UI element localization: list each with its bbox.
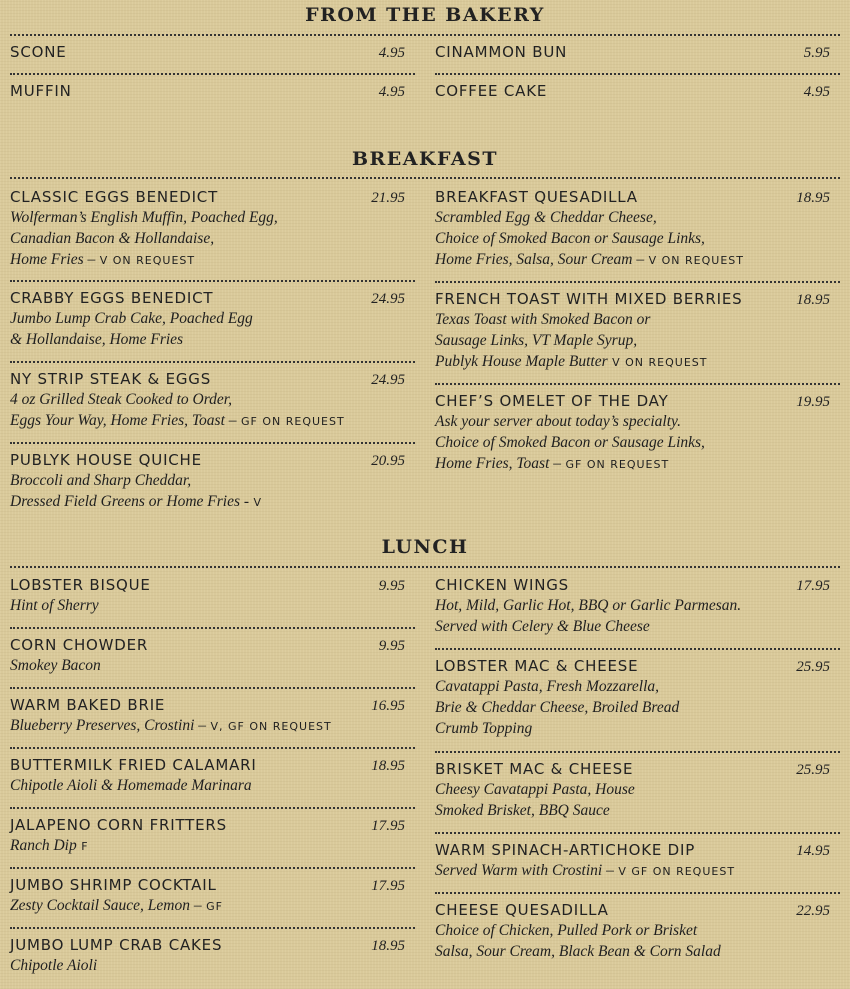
menu-item [435, 650, 840, 753]
item-description-text: Texas Toast with Smoked Bacon or [435, 311, 651, 328]
item-description [435, 595, 840, 616]
item-description-text: Salsa, Sour Cream, Black Bean & Corn Salad [435, 943, 721, 960]
menu-item [10, 282, 415, 363]
item-description-text: Home Fries, Toast – [435, 455, 562, 472]
dietary-note: V GF ON REQUEST [613, 865, 736, 878]
item-description [10, 308, 415, 329]
item-description-text: Eggs Your Way, Home Fries, Toast – [10, 412, 237, 429]
item-description [435, 207, 840, 228]
item-name: CINAMMON BUN [435, 43, 568, 61]
item-description-text: Blueberry Preserves, Crostini – [10, 717, 207, 734]
dietary-note: V ON REQUEST [607, 356, 708, 369]
bakery-left-column [10, 36, 415, 114]
item-description [435, 228, 840, 249]
item-price: 9.95 [378, 578, 405, 594]
item-description-text: Crumb Topping [435, 720, 533, 737]
item-price: 17.95 [371, 878, 405, 894]
item-description-text: Jumbo Lump Crab Cake, Poached Egg [10, 310, 253, 327]
item-price: 24.95 [371, 372, 405, 388]
item-description-text: Home Fries – [10, 251, 96, 268]
item-description-text: Choice of Smoked Bacon or Sausage Links, [435, 230, 705, 247]
item-description [435, 309, 840, 330]
menu-item [10, 363, 415, 444]
item-price: 20.95 [371, 453, 405, 469]
item-description [10, 329, 415, 350]
item-description [435, 697, 840, 718]
item-description [435, 453, 840, 475]
item-description [435, 330, 840, 351]
item-description-text: Choice of Chicken, Pulled Pork or Brisket [435, 922, 698, 939]
item-name: BREAKFAST QUESADILLA [435, 188, 638, 206]
item-description [435, 411, 840, 432]
item-name: JALAPENO CORN FRITTERS [10, 816, 227, 834]
dietary-note: V ON REQUEST [95, 254, 196, 267]
dietary-note: GF ON REQUEST [236, 415, 345, 428]
item-price: 4.95 [378, 45, 405, 61]
item-price: 18.95 [796, 292, 830, 308]
item-description-text: & Hollandaise, Home Fries [10, 331, 184, 348]
section-title-breakfast: BREAKFAST [351, 148, 499, 170]
item-description-text: Sausage Links, VT Maple Syrup, [435, 332, 638, 349]
menu-item [435, 75, 840, 114]
item-description-text: Cheesy Cavatappi Pasta, House [435, 781, 635, 798]
menu-item [435, 894, 840, 975]
item-description [435, 800, 840, 821]
section-title-bakery: FROM THE BAKERY [305, 4, 545, 26]
item-name: PUBLYK HOUSE QUICHE [10, 451, 202, 469]
menu-item [10, 929, 415, 989]
item-name: FRENCH TOAST WITH MIXED BERRIES [435, 290, 743, 308]
item-price: 17.95 [796, 578, 830, 594]
menu-item [10, 444, 415, 524]
item-price: 16.95 [371, 698, 405, 714]
item-description [435, 779, 840, 800]
section-title-lunch: LUNCH [381, 536, 469, 558]
menu-item [435, 181, 840, 283]
item-description [435, 616, 840, 637]
item-description [10, 410, 415, 432]
item-description [10, 207, 415, 228]
menu-item [435, 283, 840, 385]
item-name: LOBSTER BISQUE [10, 576, 151, 594]
item-name: CLASSIC EGGS BENEDICT [10, 188, 219, 206]
item-price: 25.95 [796, 762, 830, 778]
item-description-text: Broccoli and Sharp Cheddar, [10, 472, 192, 489]
item-description [435, 860, 840, 882]
menu-item [10, 75, 415, 114]
item-description-text: Wolferman’s English Muffin, Poached Egg, [10, 209, 278, 226]
item-price: 9.95 [378, 638, 405, 654]
item-description [10, 955, 415, 976]
item-description-text: Served Warm with Crostini – [435, 862, 614, 879]
item-description [435, 941, 840, 962]
menu-item [10, 181, 415, 282]
item-description-text: Smoked Brisket, BBQ Sauce [435, 802, 610, 819]
menu-item [10, 869, 415, 929]
item-description [435, 718, 840, 739]
item-price: 14.95 [796, 843, 830, 859]
section-rule [10, 177, 840, 179]
item-price: 21.95 [371, 190, 405, 206]
dietary-note: GF ON REQUEST [561, 458, 670, 471]
dietary-note: V [249, 496, 263, 509]
item-description [10, 595, 415, 616]
item-description-text: Ranch Dip [10, 837, 77, 854]
item-description [10, 715, 415, 737]
breakfast-left-column [10, 181, 415, 524]
menu-item [435, 385, 840, 487]
item-description-text: Choice of Smoked Bacon or Sausage Links, [435, 434, 705, 451]
item-name: JUMBO LUMP CRAB CAKES [10, 936, 223, 954]
item-description [435, 920, 840, 941]
item-description [10, 895, 415, 917]
dietary-note: GF [201, 900, 223, 913]
menu-item [435, 36, 840, 75]
menu-item [10, 36, 415, 75]
item-description-text: Served with Celery & Blue Cheese [435, 618, 650, 635]
item-name: CRABBY EGGS BENEDICT [10, 289, 214, 307]
item-name: WARM SPINACH-ARTICHOKE DIP [435, 841, 696, 859]
item-description [435, 351, 840, 373]
item-price: 5.95 [803, 45, 830, 61]
item-description-text: Chipotle Aioli [10, 957, 98, 974]
breakfast-right-column [435, 181, 840, 487]
item-description-text: 4 oz Grilled Steak Cooked to Order, [10, 391, 232, 408]
menu-item [10, 749, 415, 809]
item-name: NY STRIP STEAK & EGGS [10, 370, 212, 388]
item-price: 22.95 [796, 903, 830, 919]
item-description [10, 835, 415, 857]
item-price: 18.95 [371, 938, 405, 954]
item-description [10, 655, 415, 676]
item-description [435, 432, 840, 453]
item-description-text: Hint of Sherry [10, 597, 99, 614]
item-description [10, 389, 415, 410]
item-name: WARM BAKED BRIE [10, 696, 166, 714]
item-description [10, 491, 415, 513]
item-description [10, 249, 415, 271]
item-name: BUTTERMILK FRIED CALAMARI [10, 756, 257, 774]
item-price: 19.95 [796, 394, 830, 410]
item-price: 18.95 [371, 758, 405, 774]
item-name: CHEF’S OMELET OF THE DAY [435, 392, 669, 410]
item-description-text: Cavatappi Pasta, Fresh Mozzarella, [435, 678, 660, 695]
menu-item [10, 809, 415, 869]
item-name: CHEESE QUESADILLA [435, 901, 609, 919]
bakery-right-column [435, 36, 840, 114]
item-description [10, 228, 415, 249]
item-description [435, 676, 840, 697]
lunch-right-column [435, 569, 840, 975]
item-description [10, 470, 415, 491]
menu-item [10, 689, 415, 749]
item-name: COFFEE CAKE [435, 82, 548, 100]
item-description-text: Brie & Cheddar Cheese, Broiled Bread [435, 699, 680, 716]
item-name: JUMBO SHRIMP COCKTAIL [10, 876, 217, 894]
dietary-note: V ON REQUEST [644, 254, 744, 267]
item-name: CORN CHOWDER [10, 636, 149, 654]
menu-item [10, 629, 415, 689]
item-price: 24.95 [371, 291, 405, 307]
menu-item [435, 834, 840, 894]
item-price: 4.95 [378, 84, 405, 100]
dietary-note: F [76, 840, 89, 853]
item-price: 4.95 [803, 84, 830, 100]
item-name: BRISKET MAC & CHEESE [435, 760, 634, 778]
item-description-text: Dressed Field Greens or Home Fries - [10, 493, 250, 510]
item-price: 18.95 [796, 190, 830, 206]
item-name: LOBSTER MAC & CHEESE [435, 657, 639, 675]
item-price: 25.95 [796, 659, 830, 675]
item-description-text: Chipotle Aioli & Homemade Marinara [10, 777, 252, 794]
item-description-text: Scrambled Egg & Cheddar Cheese, [435, 209, 657, 226]
item-description-text: Hot, Mild, Garlic Hot, BBQ or Garlic Parmesan. [435, 597, 742, 614]
item-description-text: Home Fries, Salsa, Sour Cream – [435, 251, 645, 268]
item-description-text: Publyk House Maple Butter [435, 353, 608, 370]
item-description [435, 249, 840, 271]
item-name: CHICKEN WINGS [435, 576, 569, 594]
item-description-text: Ask your server about today’s specialty. [435, 413, 681, 430]
item-description-text: Canadian Bacon & Hollandaise, [10, 230, 215, 247]
menu-item [10, 569, 415, 629]
item-description [10, 775, 415, 796]
item-name: MUFFIN [10, 82, 72, 100]
menu-item [435, 753, 840, 834]
item-price: 17.95 [371, 818, 405, 834]
menu-item [435, 569, 840, 650]
section-rule [10, 566, 840, 568]
dietary-note: V, GF ON REQUEST [206, 720, 332, 733]
item-name: SCONE [10, 43, 67, 61]
item-description-text: Zesty Cocktail Sauce, Lemon – [10, 897, 202, 914]
item-description-text: Smokey Bacon [10, 657, 101, 674]
lunch-left-column [10, 569, 415, 989]
